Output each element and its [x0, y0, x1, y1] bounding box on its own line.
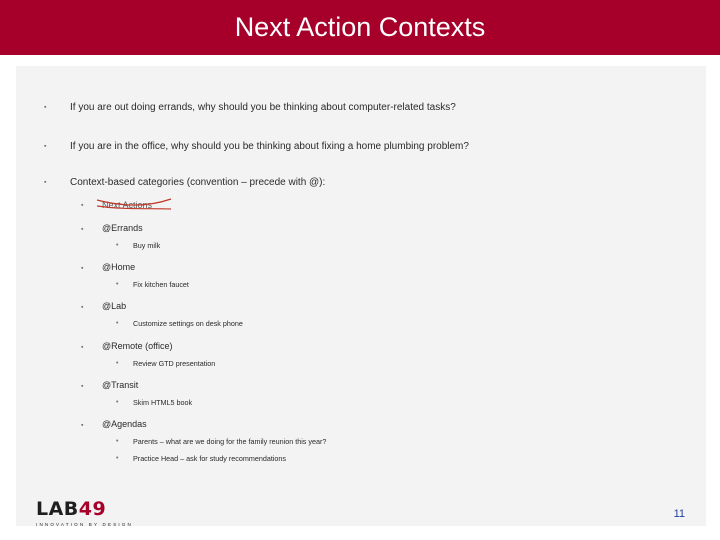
context-remote: @Remote (office): [102, 341, 173, 351]
content-panel: [16, 66, 706, 526]
context-transit: @Transit: [102, 380, 139, 390]
logo-name-right: 49: [78, 498, 107, 520]
context-lab: @Lab: [102, 301, 127, 311]
logo-name-left: LAB: [36, 498, 79, 520]
bullet-marker: ▪: [44, 179, 47, 186]
question-errands: If you are out doing errands, why should you be thinking about computer-related tasks?: [70, 102, 456, 113]
task-lab: Customize settings on desk phone: [133, 319, 243, 328]
bullet-marker: ▪: [81, 344, 84, 351]
bullet-marker: ▪: [44, 104, 47, 111]
bullet-marker: •: [116, 281, 119, 288]
page-number: 11: [673, 508, 685, 520]
question-office: If you are in the office, why should you be thinking about fixing a home plumbing problem?: [70, 141, 469, 152]
bullet-marker: ▪: [81, 304, 84, 311]
bullet-marker: ▪: [81, 265, 84, 272]
bullet-marker: •: [116, 399, 119, 406]
context-home: @Home: [102, 262, 136, 272]
bullet-marker: •: [116, 242, 119, 249]
task-agendas-parents: Parents – what are we doing for the family reunion this year?: [133, 437, 327, 446]
context-agendas: @Agendas: [102, 419, 147, 429]
bullet-marker: ▪: [81, 202, 84, 209]
bullet-marker: ▪: [81, 226, 84, 233]
bullet-marker: •: [116, 455, 119, 462]
lab49-logo: [36, 498, 106, 520]
slide-title: Next Action Contexts: [234, 12, 486, 42]
bullet-marker: ▪: [44, 143, 47, 150]
context-categories-heading: Context-based categories (convention – precede with @):: [70, 177, 326, 188]
bullet-marker: •: [116, 438, 119, 445]
task-remote: Review GTD presentation: [133, 359, 216, 368]
task-home: Fix kitchen faucet: [133, 280, 189, 289]
bullet-marker: •: [116, 360, 119, 367]
next-actions-label: Next Actions: [102, 200, 153, 210]
context-errands: @Errands: [102, 223, 143, 233]
task-errands: Buy milk: [133, 241, 161, 250]
strikethrough-mark: [95, 196, 175, 216]
task-agendas-practice-head: Practice Head – ask for study recommendations: [133, 454, 287, 463]
task-transit: Skim HTML5 book: [133, 398, 193, 407]
logo-tagline: INNOVATION BY DESIGN: [36, 522, 134, 527]
bullet-marker: ▪: [81, 422, 84, 429]
bullet-marker: •: [116, 320, 119, 327]
bullet-marker: ▪: [81, 383, 84, 390]
